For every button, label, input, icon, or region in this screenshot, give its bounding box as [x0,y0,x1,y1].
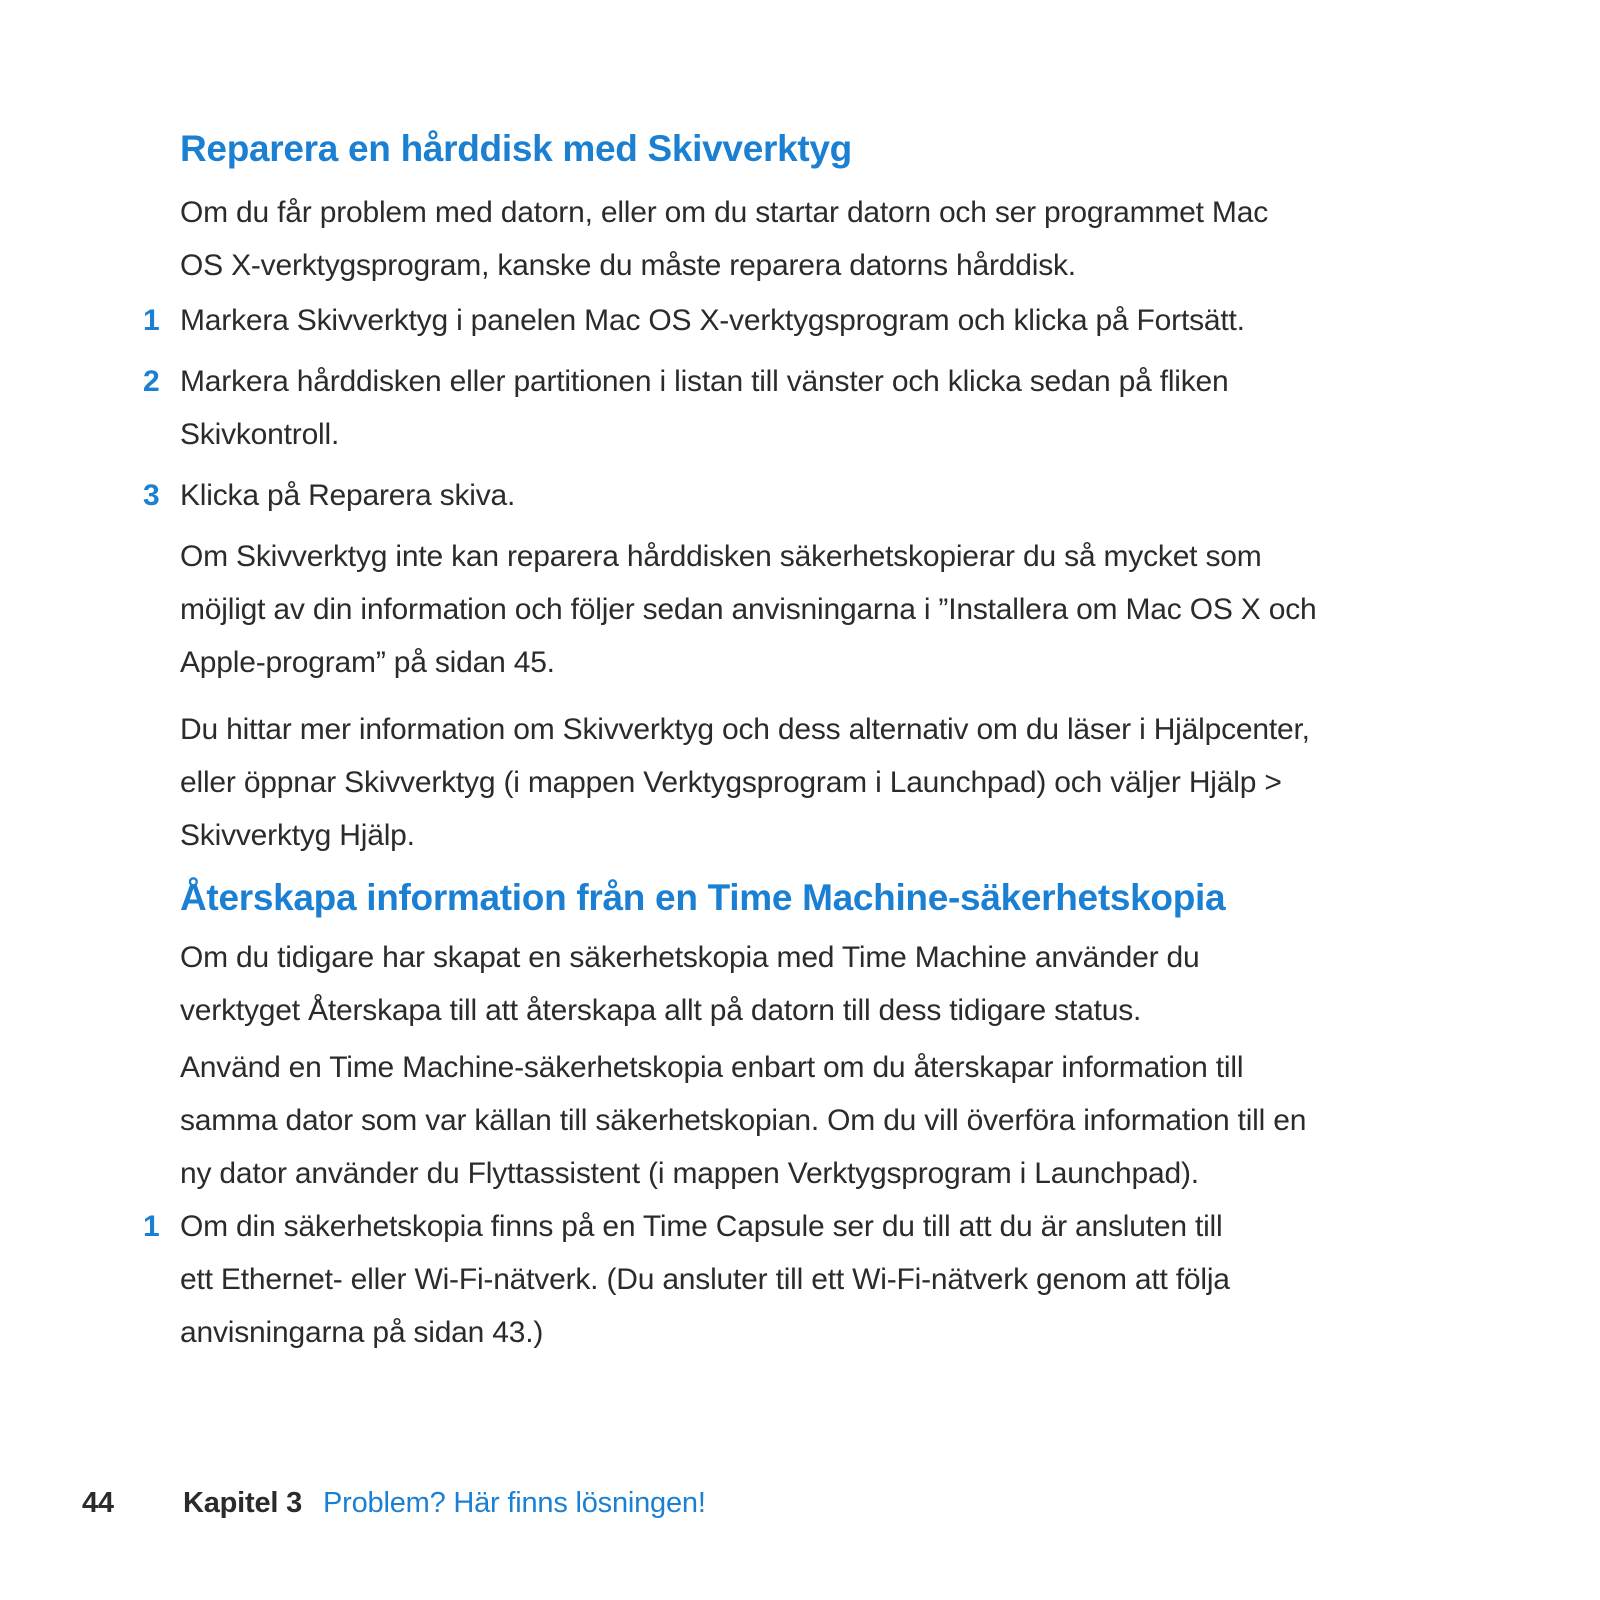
step-number: 1 [143,304,160,337]
step-item [143,1200,1480,1359]
step-number: 3 [143,479,160,512]
step-item [143,469,1480,522]
step-item [143,294,1480,347]
step-number: 2 [143,365,160,398]
paragraph-more-info: Du hittar mer information om Skivverktyg och dess alternativ om du läser i Hjälpcenter, eller öppnar Skivverktyg (i mappen Verktygsprogram i Launchpad) och väljer Hjälp > Skivverktyg Hjälp. [180,713,1310,852]
section-heading-restore-time-machine: Återskapa information från en Time Machine-säkerhetskopia [180,877,1226,918]
repair-steps-list [143,294,1480,522]
step-text: Klicka på Reparera skiva. [180,479,516,512]
page-footer [0,1481,1600,1526]
step-text: Markera hårddisken eller partitionen i listan till vänster och klicka sedan på fliken Skivkontroll. [180,365,1229,451]
step-text: Om din säkerhetskopia finns på en Time Capsule ser du till att du är ansluten till ett Ethernet- eller Wi-Fi-nätverk. (Du ansluter till ett Wi-Fi-nätverk genom att följa anvisningarna på sidan 43.) [180,1210,1230,1349]
step-text: Markera Skivverktyg i panelen Mac OS X-verktygsprogram och klicka på Fortsätt. [180,304,1245,337]
paragraph-repair-intro: Om du får problem med datorn, eller om du startar datorn och ser programmet Mac OS X-verktygsprogram, kanske du måste reparera datorns hårddisk. [180,196,1268,282]
restore-steps-list [143,1200,1480,1359]
footer-page-number: 44 [82,1487,114,1519]
step-item [143,355,1480,461]
section-heading-repair-disk: Reparera en hårddisk med Skivverktyg [180,128,852,169]
page-content [143,127,1480,1359]
footer-chapter-label: Kapitel 3 [183,1487,303,1519]
paragraph-restore-usage: Använd en Time Machine-säkerhetskopia enbart om du återskapar information till samma dator som var källan till säkerhetskopian. Om du vill överföra information till en ny dator använder du Flyttassistent (i mappen Verktygsprogram i Launchpad). [180,1051,1307,1190]
paragraph-backup-advice: Om Skivverktyg inte kan reparera hårddisken säkerhetskopierar du så mycket som möjligt av din information och följer sedan anvisningarna i ”Installera om Mac OS X och Apple-program” på sidan 45. [180,540,1317,679]
paragraph-restore-intro: Om du tidigare har skapat en säkerhetskopia med Time Machine använder du verktyget Återskapa till att återskapa allt på datorn till dess tidigare status. [180,941,1200,1027]
footer-chapter-title: Problem? Här finns lösningen! [323,1487,706,1519]
step-number: 1 [143,1210,160,1243]
